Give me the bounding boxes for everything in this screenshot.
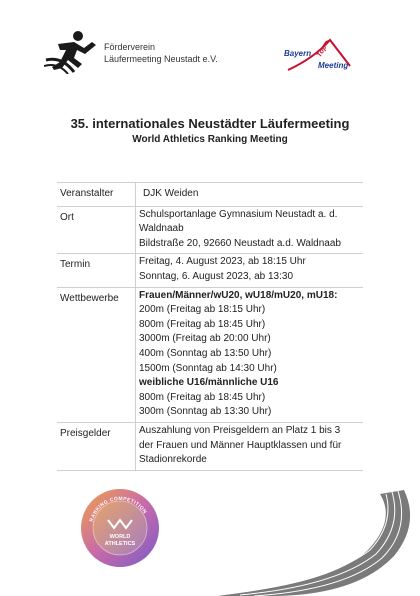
table-row [57,254,363,287]
club-name [104,41,218,65]
event-group-heading: weibliche U16/männliche U16 [139,377,279,389]
event-item: 400m (Sonntag ab 13:50 Uhr) [139,347,272,359]
termin-line2: Sonntag, 6. August 2023, ab 13:30 [139,270,294,282]
table-row [57,422,363,470]
row-value [136,287,364,422]
preisgelder-line1: Auszahlung von Preisgeldern an Platz 1 bis 3 [139,424,341,436]
ort-line1: Schulsportanlage Gymnasium Neustadt a. d. [139,208,338,220]
meeting-logo-word: Meeting [318,61,349,70]
page-subtitle: World Athletics Ranking Meeting [132,134,288,145]
table-row [57,183,363,207]
club-line1: Förderverein [104,42,156,52]
badge-ring-text: RANKING COMPETITION [88,495,148,523]
row-value [136,422,364,470]
event-item: 1500m (Sonntag ab 14:30 Uhr) [139,362,277,374]
termin-line1: Freitag, 4. August 2023, ab 18:15 Uhr [139,256,306,268]
table-row [57,206,363,254]
event-item: 3000m (Freitag ab 20:00 Uhr) [139,333,271,345]
ort-line3: Bildstraße 20, 92660 Neustadt a.d. Waldnaab [139,237,341,249]
badge-line1: WORLD [109,534,131,540]
ort-line2: Waldnaab [139,223,184,235]
table-row [57,287,363,422]
preisgelder-label: Preisgelder [60,427,111,439]
preisgelder-line2: der Frauen und Männer Hauptklassen und für [139,439,342,451]
row-label [57,254,136,287]
row-label [57,422,136,470]
world-athletics-badge [80,488,160,568]
row-value [136,183,364,207]
preisgelder-line3: Stadionrekorde [139,454,207,466]
veranstalter-value: DJK Weiden [143,188,199,199]
row-label [57,183,136,207]
event-group-heading: Frauen/Männer/wU20, wU18/mU20, mU18: [139,289,338,301]
event-item: 800m (Freitag ab 18:45 Uhr) [139,391,266,403]
top-logo-word: Top [315,44,329,59]
row-value [136,206,364,254]
meeting-info-table [57,182,363,471]
row-label [57,206,136,254]
club-line2: Läufermeeting Neustadt e.V. [104,54,218,64]
event-item: 200m (Freitag ab 18:15 Uhr) [139,304,266,316]
veranstalter-label: Veranstalter [60,188,114,199]
bayern-meeting-logo [284,38,356,78]
event-item: 300m (Sonntag ab 13:30 Uhr) [139,406,272,418]
runner-logo [44,30,100,74]
row-value [136,254,364,287]
bayern-logo-word: Bayern [284,49,312,58]
wettbewerbe-label: Wettbewerbe [60,292,119,304]
event-item: 800m (Freitag ab 18:45 Uhr) [139,318,266,330]
page-title: 35. internationales Neustädter Läufermeeting [70,116,350,131]
ort-label: Ort [60,211,74,223]
badge-line2: ATHLETICS [104,541,136,547]
row-label [57,287,136,422]
termin-label: Termin [60,259,91,271]
running-track-graphic [218,490,420,596]
